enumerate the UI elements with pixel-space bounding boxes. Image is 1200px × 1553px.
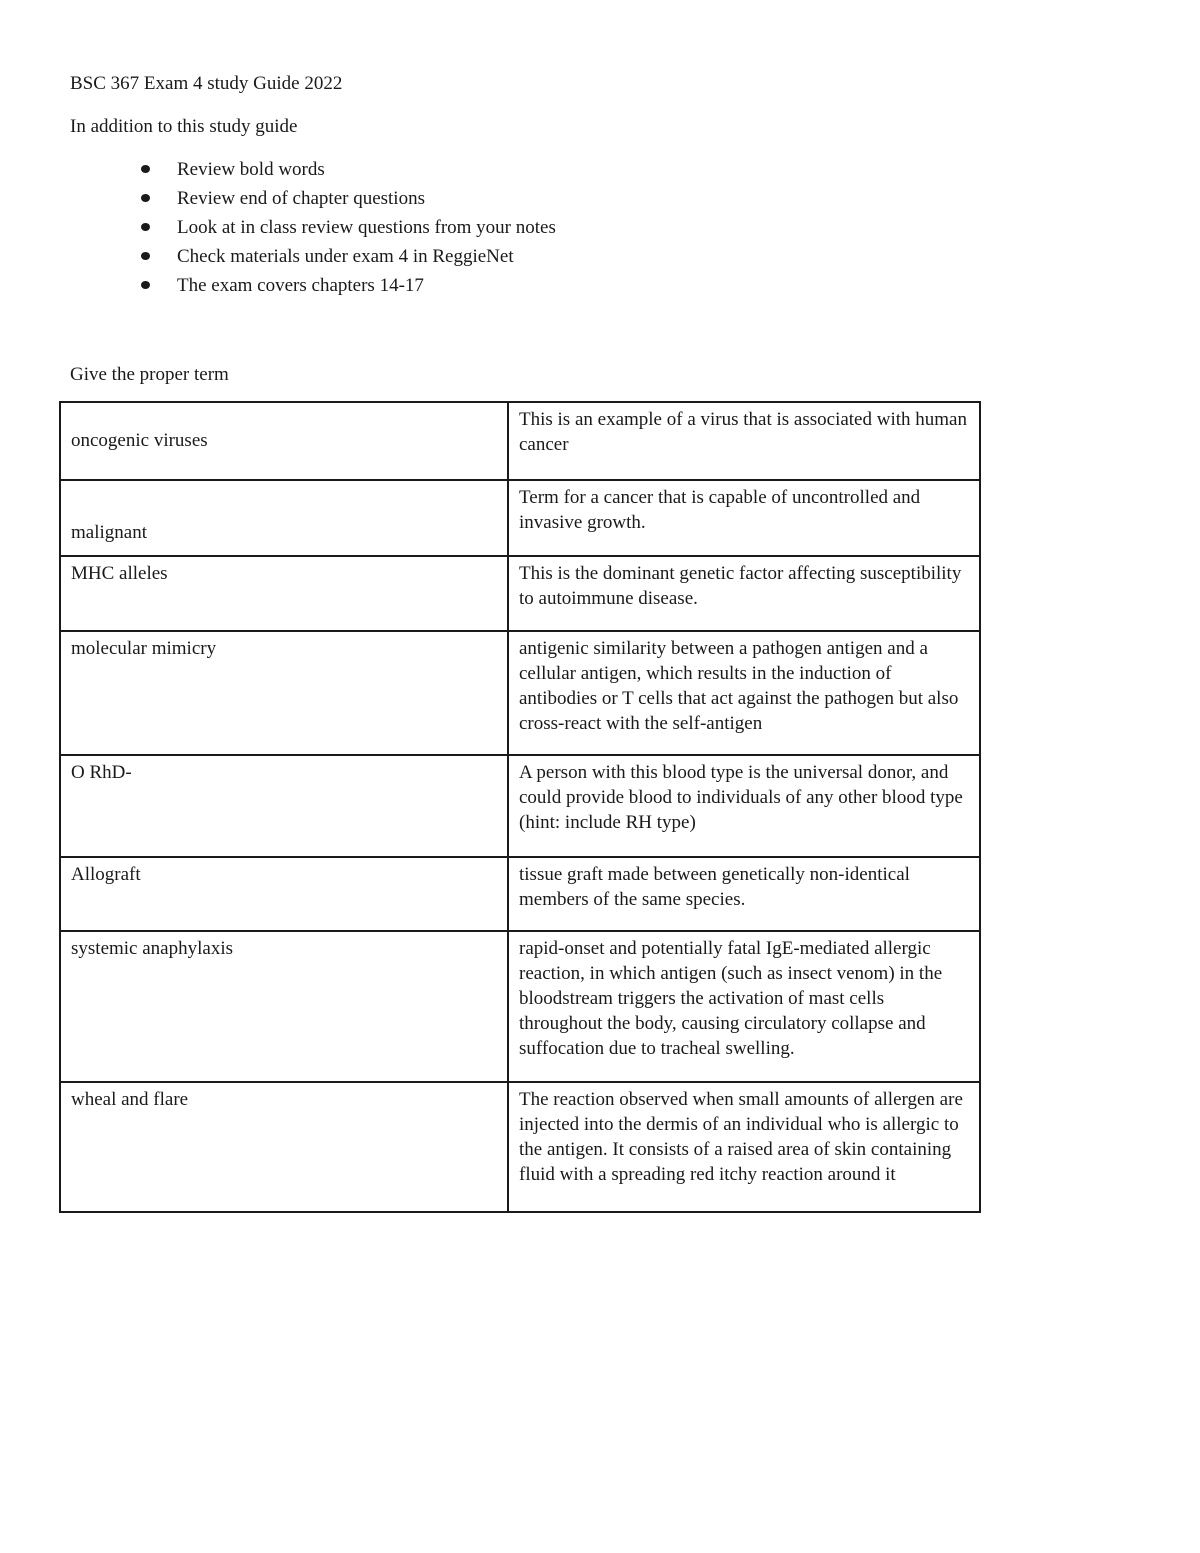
- definition-cell: Term for a cancer that is capable of uncontrolled and invasive growth.: [508, 480, 980, 556]
- bullet-icon: [141, 194, 150, 202]
- table-row: [60, 480, 980, 556]
- document-title: BSC 367 Exam 4 study Guide 2022: [70, 73, 343, 94]
- table-row: [60, 556, 980, 631]
- review-bullet-list: [140, 155, 556, 300]
- term-cell: Allograft: [60, 857, 508, 931]
- table-row: [60, 931, 980, 1082]
- table-row: [60, 1082, 980, 1212]
- bullet-icon: [141, 223, 150, 231]
- definition-cell: rapid-onset and potentially fatal IgE-mediated allergic reaction, in which antigen (such as insect venom) in the bloodstream triggers the activation of mast cells throughout the body, causing circulatory collapse and suffocation due to tracheal swelling.: [508, 931, 980, 1082]
- terms-table: [59, 401, 981, 1213]
- list-item: [140, 184, 556, 213]
- definition-cell: tissue graft made between genetically non-identical members of the same species.: [508, 857, 980, 931]
- bullet-text: Check materials under exam 4 in ReggieNet: [177, 246, 514, 267]
- bullet-icon: [141, 281, 150, 289]
- term-cell: oncogenic viruses: [60, 402, 508, 480]
- table-row: [60, 857, 980, 931]
- list-item: [140, 155, 556, 184]
- definition-cell: A person with this blood type is the universal donor, and could provide blood to individuals of any other blood type (hint: include RH type): [508, 755, 980, 857]
- bullet-icon: [141, 252, 150, 260]
- list-item: [140, 271, 556, 300]
- table-row: [60, 402, 980, 480]
- bullet-text: Look at in class review questions from your notes: [177, 217, 556, 238]
- table-row: [60, 631, 980, 755]
- term-cell: molecular mimicry: [60, 631, 508, 755]
- term-cell: malignant: [60, 480, 508, 556]
- bullet-icon: [141, 165, 150, 173]
- term-cell: MHC alleles: [60, 556, 508, 631]
- term-cell: O RhD-: [60, 755, 508, 857]
- term-cell: wheal and flare: [60, 1082, 508, 1212]
- section-prompt: Give the proper term: [70, 364, 229, 385]
- intro-text: In addition to this study guide: [70, 116, 298, 137]
- term-cell: systemic anaphylaxis: [60, 931, 508, 1082]
- bullet-text: Review end of chapter questions: [177, 188, 425, 209]
- list-item: [140, 242, 556, 271]
- definition-cell: This is an example of a virus that is associated with human cancer: [508, 402, 980, 480]
- list-item: [140, 213, 556, 242]
- table-row: [60, 755, 980, 857]
- bullet-text: The exam covers chapters 14-17: [177, 275, 424, 296]
- definition-cell: antigenic similarity between a pathogen antigen and a cellular antigen, which results in the induction of antibodies or T cells that act against the pathogen but also cross-react with the self-antigen: [508, 631, 980, 755]
- definition-cell: The reaction observed when small amounts of allergen are injected into the dermis of an individual who is allergic to the antigen. It consists of a raised area of skin containing fluid with a spreading red itchy reaction around it: [508, 1082, 980, 1212]
- definition-cell: This is the dominant genetic factor affecting susceptibility to autoimmune disease.: [508, 556, 980, 631]
- bullet-text: Review bold words: [177, 159, 325, 180]
